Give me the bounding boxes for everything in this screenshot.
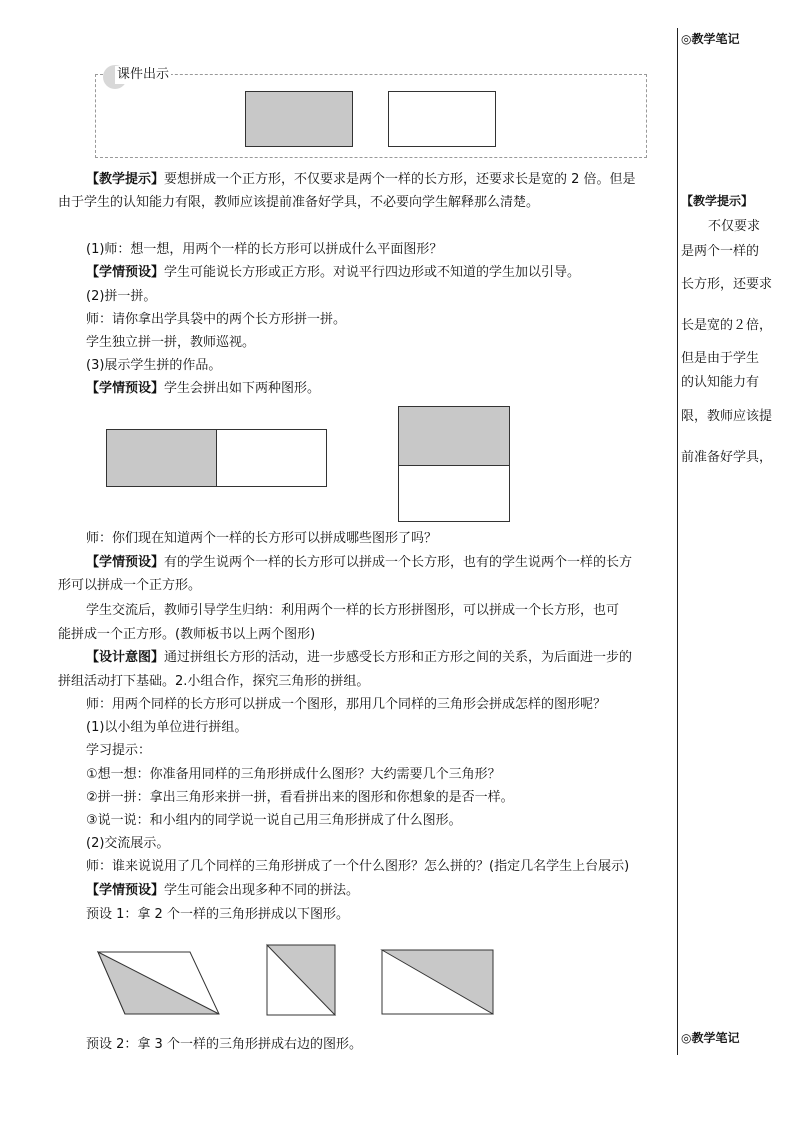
text-line: 学生会拼出如下两种图形。 [164,381,321,396]
sidebar-tip-line: 的认知能力有 [681,375,760,390]
text-line: 有的学生说两个一样的长方形可以拼成一个长方形，也有的学生说两个一样的长方 [164,555,633,570]
preset-tag: 【学情预设】 [86,555,165,570]
text-line: 师：谁来说说用了几个同样的三角形拼成了一个什么图形？怎么拼的？(指定几名学生上台展示) [86,859,630,874]
gray-rectangle [245,91,353,147]
text-line: (2)交流展示。 [86,836,170,851]
teaching-notes-heading: ◎教学笔记 [681,32,740,46]
sidebar-tip-line: 限，教师应该提 [681,409,773,424]
white-rectangle [388,91,496,147]
sidebar-tip-line: 是两个一样的 [681,244,760,259]
text-line: 预设 1：拿 2 个一样的三角形拼成以下图形。 [86,907,349,922]
tip-tag: 【教学提示】 [86,172,165,187]
text-line: 通过拼组长方形的活动，进一步感受长方形和正方形之间的关系，为后面进一步的 [164,650,633,665]
text-line: 师：你们现在知道两个一样的长方形可以拼成哪些图形了吗？ [86,531,438,546]
text-line: (1)师：想一想，用两个一样的长方形可以拼成什么平面图形？ [86,242,443,257]
courseware-box [95,74,647,158]
text-line: (1)以小组为单位进行拼组。 [86,720,248,735]
text-line: (3)展示学生拼的作品。 [86,358,222,373]
sidebar-tip-heading: 【教学提示】 [681,194,754,208]
square-figure [267,945,335,1015]
sidebar-tip-line: 长是宽的２倍， [681,318,773,333]
text-line: 学生交流后，教师引导学生归纳：利用两个一样的长方形拼图形，可以拼成一个长方形，也可 [86,603,620,618]
parallelogram-figure [98,952,219,1014]
text-line: 师：请你拿出学具袋中的两个长方形拼一拼。 [86,312,347,327]
sidebar-tip-line: 但是由于学生 [681,351,760,366]
text-line: ②拼一拼：拿出三角形来拼一拼，看看拼出来的图形和你想象的是否一样。 [86,790,514,805]
design-tag: 【设计意图】 [86,650,165,665]
text-line: 形可以拼成一个正方形。 [58,578,202,593]
combined-square-bottom [398,465,510,522]
preset-tag: 【学情预设】 [86,265,165,280]
text-line: 学生独立拼一拼，教师巡视。 [86,335,256,350]
combined-rect-left [106,429,217,487]
text-line: 学生可能会出现多种不同的拼法。 [164,883,360,898]
combined-rect-right [216,429,327,487]
text-line: 预设 2：拿 3 个一样的三角形拼成右边的图形。 [86,1037,362,1052]
sidebar-tip-line: 不仅要求 [708,219,761,234]
text-line: 师：用两个同样的长方形可以拼成一个图形，那用几个同样的三角形会拼成怎样的图形呢？ [86,697,607,712]
rectangle-figure [382,950,493,1014]
preset-tag: 【学情预设】 [86,381,165,396]
sidebar-tip-line: 长方形，还要求 [681,277,773,292]
margin-divider [677,28,678,1055]
teaching-notes-heading-bottom: ◎教学笔记 [681,1031,740,1045]
text-line: ③说一说：和小组内的同学说一说自己用三角形拼成了什么图形。 [86,813,462,828]
triangle-figures [95,940,505,1020]
combined-square-top [398,406,510,466]
text-line: 学生可能说长方形或正方形。对说平行四边形或不知道的学生加以引导。 [164,265,581,280]
text-line: 由于学生的认知能力有限，教师应该提前准备好学具，不必要向学生解释那么清楚。 [58,195,540,210]
preset-tag: 【学情预设】 [86,883,165,898]
text-line: 学习提示： [86,743,152,758]
text-line: 拼组活动打下基础。2.小组合作，探究三角形的拼组。 [58,674,370,689]
text-line: 要想拼成一个正方形，不仅要求是两个一样的长方形，还要求长是宽的 2 倍。但是 [164,172,636,187]
text-line: 能拼成一个正方形。(教师板书以上两个图形) [58,627,316,642]
text-line: ①想一想：你准备用同样的三角形拼成什么图形？大约需要几个三角形？ [86,767,501,782]
text-line: (2)拼一拼。 [86,289,157,304]
sidebar-tip-line: 前准备好学具， [681,450,773,465]
courseware-label: 课件出示 [117,67,170,82]
